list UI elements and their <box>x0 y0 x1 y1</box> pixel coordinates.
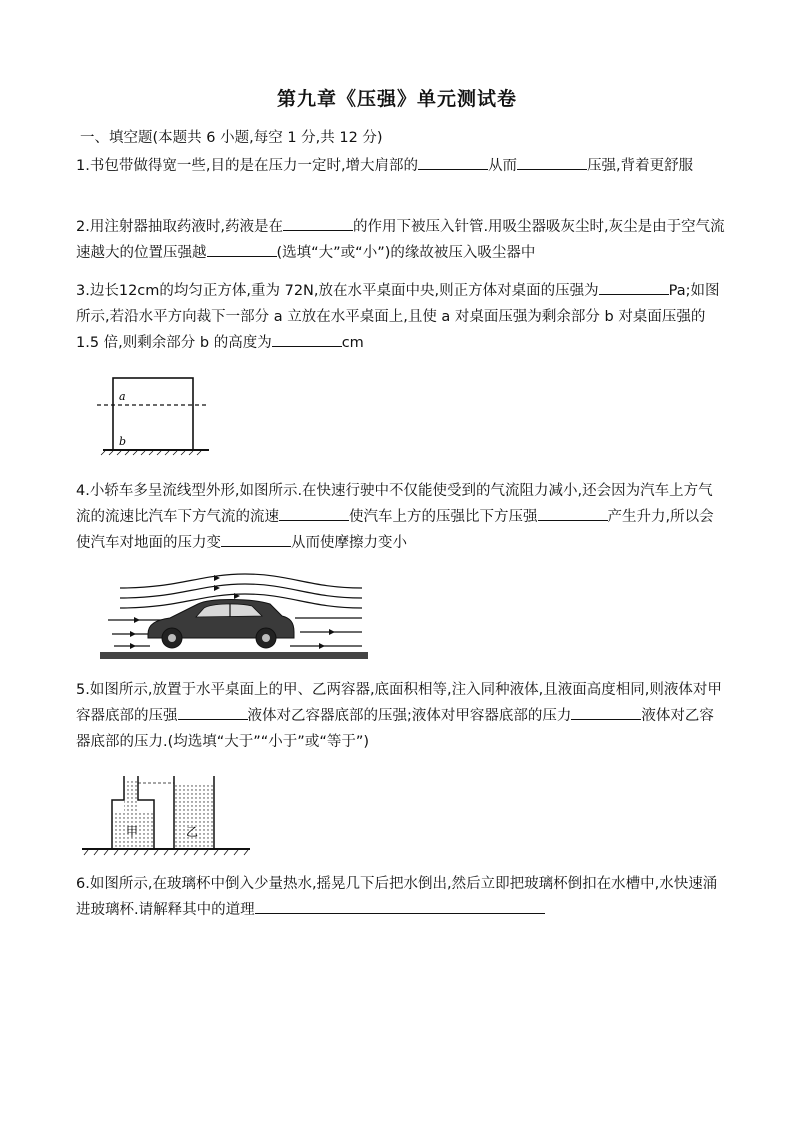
question-text: 从而使摩擦力变小 <box>291 535 407 551</box>
answer-blank[interactable] <box>279 505 349 521</box>
question-number: 2. <box>76 219 90 235</box>
car-airflow-figure <box>100 568 370 663</box>
answer-blank[interactable] <box>517 154 587 170</box>
cube-cut-figure <box>95 372 215 454</box>
answer-blank[interactable] <box>272 331 342 347</box>
question-text: 书包带做得宽一些,目的是在压力一定时,增大肩部的 <box>89 158 419 174</box>
ground-hatch <box>101 451 201 455</box>
question-4 <box>76 478 726 556</box>
question-3 <box>76 278 726 356</box>
question-text: 如图所示,在玻璃杯中倒入少量热水,摇晃几下后把水倒出,然后立即把玻璃杯倒扣在水槽中,水快速涌进玻璃杯.请解释其中的道理 <box>76 876 718 918</box>
question-5 <box>76 677 726 755</box>
question-text: 使汽车上方的压强比下方压强 <box>349 509 538 525</box>
answer-blank[interactable] <box>538 505 608 521</box>
question-text: 液体对乙容器底部的压强;液体对甲容器底部的压力 <box>247 708 572 724</box>
question-number: 6. <box>76 876 90 892</box>
answer-blank[interactable] <box>207 241 277 257</box>
page-title: 第九章《压强》单元测试卷 <box>276 88 517 110</box>
liquid-jia-neck <box>124 781 138 813</box>
label-a: a <box>119 390 126 403</box>
label-jia: 甲 <box>126 825 139 839</box>
road-surface <box>100 652 368 659</box>
question-text: cm <box>341 335 364 351</box>
answer-blank[interactable] <box>283 215 353 231</box>
question-6 <box>76 871 726 923</box>
question-number: 1. <box>76 158 90 174</box>
question-text: 从而 <box>488 158 518 174</box>
containers-figure <box>82 772 254 856</box>
answer-blank[interactable] <box>599 279 669 295</box>
question-number: 3. <box>76 283 90 299</box>
answer-blank[interactable] <box>571 704 641 720</box>
question-text: 液体对乙容器底部的压力.(均选填“大于”“小于”或“等于”) <box>76 708 714 750</box>
question-text: 用注射器抽取药液时,药液是在 <box>89 219 283 235</box>
question-text: 的作用下被压入针管.用吸尘器吸灰尘时,灰尘是由于空气流速越大的位置压强越 <box>76 219 725 261</box>
section-heading: 一、填空题(本题共 6 小题,每空 1 分,共 12 分) <box>80 130 383 146</box>
question-text: Pa;如图所示,若沿水平方向裁下一部分 a 立放在水平桌面上,且使 a 对桌面压强为剩余部分 b 对桌面压强的 1.5 倍,则剩余部分 b 的高度为 <box>76 283 720 351</box>
label-b: b <box>119 435 127 448</box>
question-text: 小轿车多呈流线型外形,如图所示.在快速行驶中不仅能使受到的气流阻力减小,还会因为汽车上方气流的流速比汽车下方气流的流速 <box>76 483 713 525</box>
answer-blank[interactable] <box>178 704 248 720</box>
question-text: (选填“大”或“小”)的缘故被压入吸尘器中 <box>276 245 536 261</box>
question-number: 4. <box>76 483 90 499</box>
label-yi: 乙 <box>186 825 199 839</box>
question-text: 压强,背着更舒服 <box>587 158 694 174</box>
question-text: 边长12cm的均匀正方体,重为 72N,放在水平桌面中央,则正方体对桌面的压强为 <box>89 283 599 299</box>
answer-blank[interactable] <box>255 898 545 914</box>
question-1 <box>76 153 726 179</box>
answer-blank[interactable] <box>418 154 488 170</box>
question-text: 产生升力,所以会使汽车对地面的压力变 <box>76 509 714 551</box>
ground-hatch <box>84 850 248 855</box>
question-2 <box>76 214 726 266</box>
question-number: 5. <box>76 682 90 698</box>
answer-blank[interactable] <box>221 531 291 547</box>
question-text: 如图所示,放置于水平桌面上的甲、乙两容器,底面积相等,注入同种液体,且液面高度相同,则液体对甲容器底部的压强 <box>76 682 722 724</box>
